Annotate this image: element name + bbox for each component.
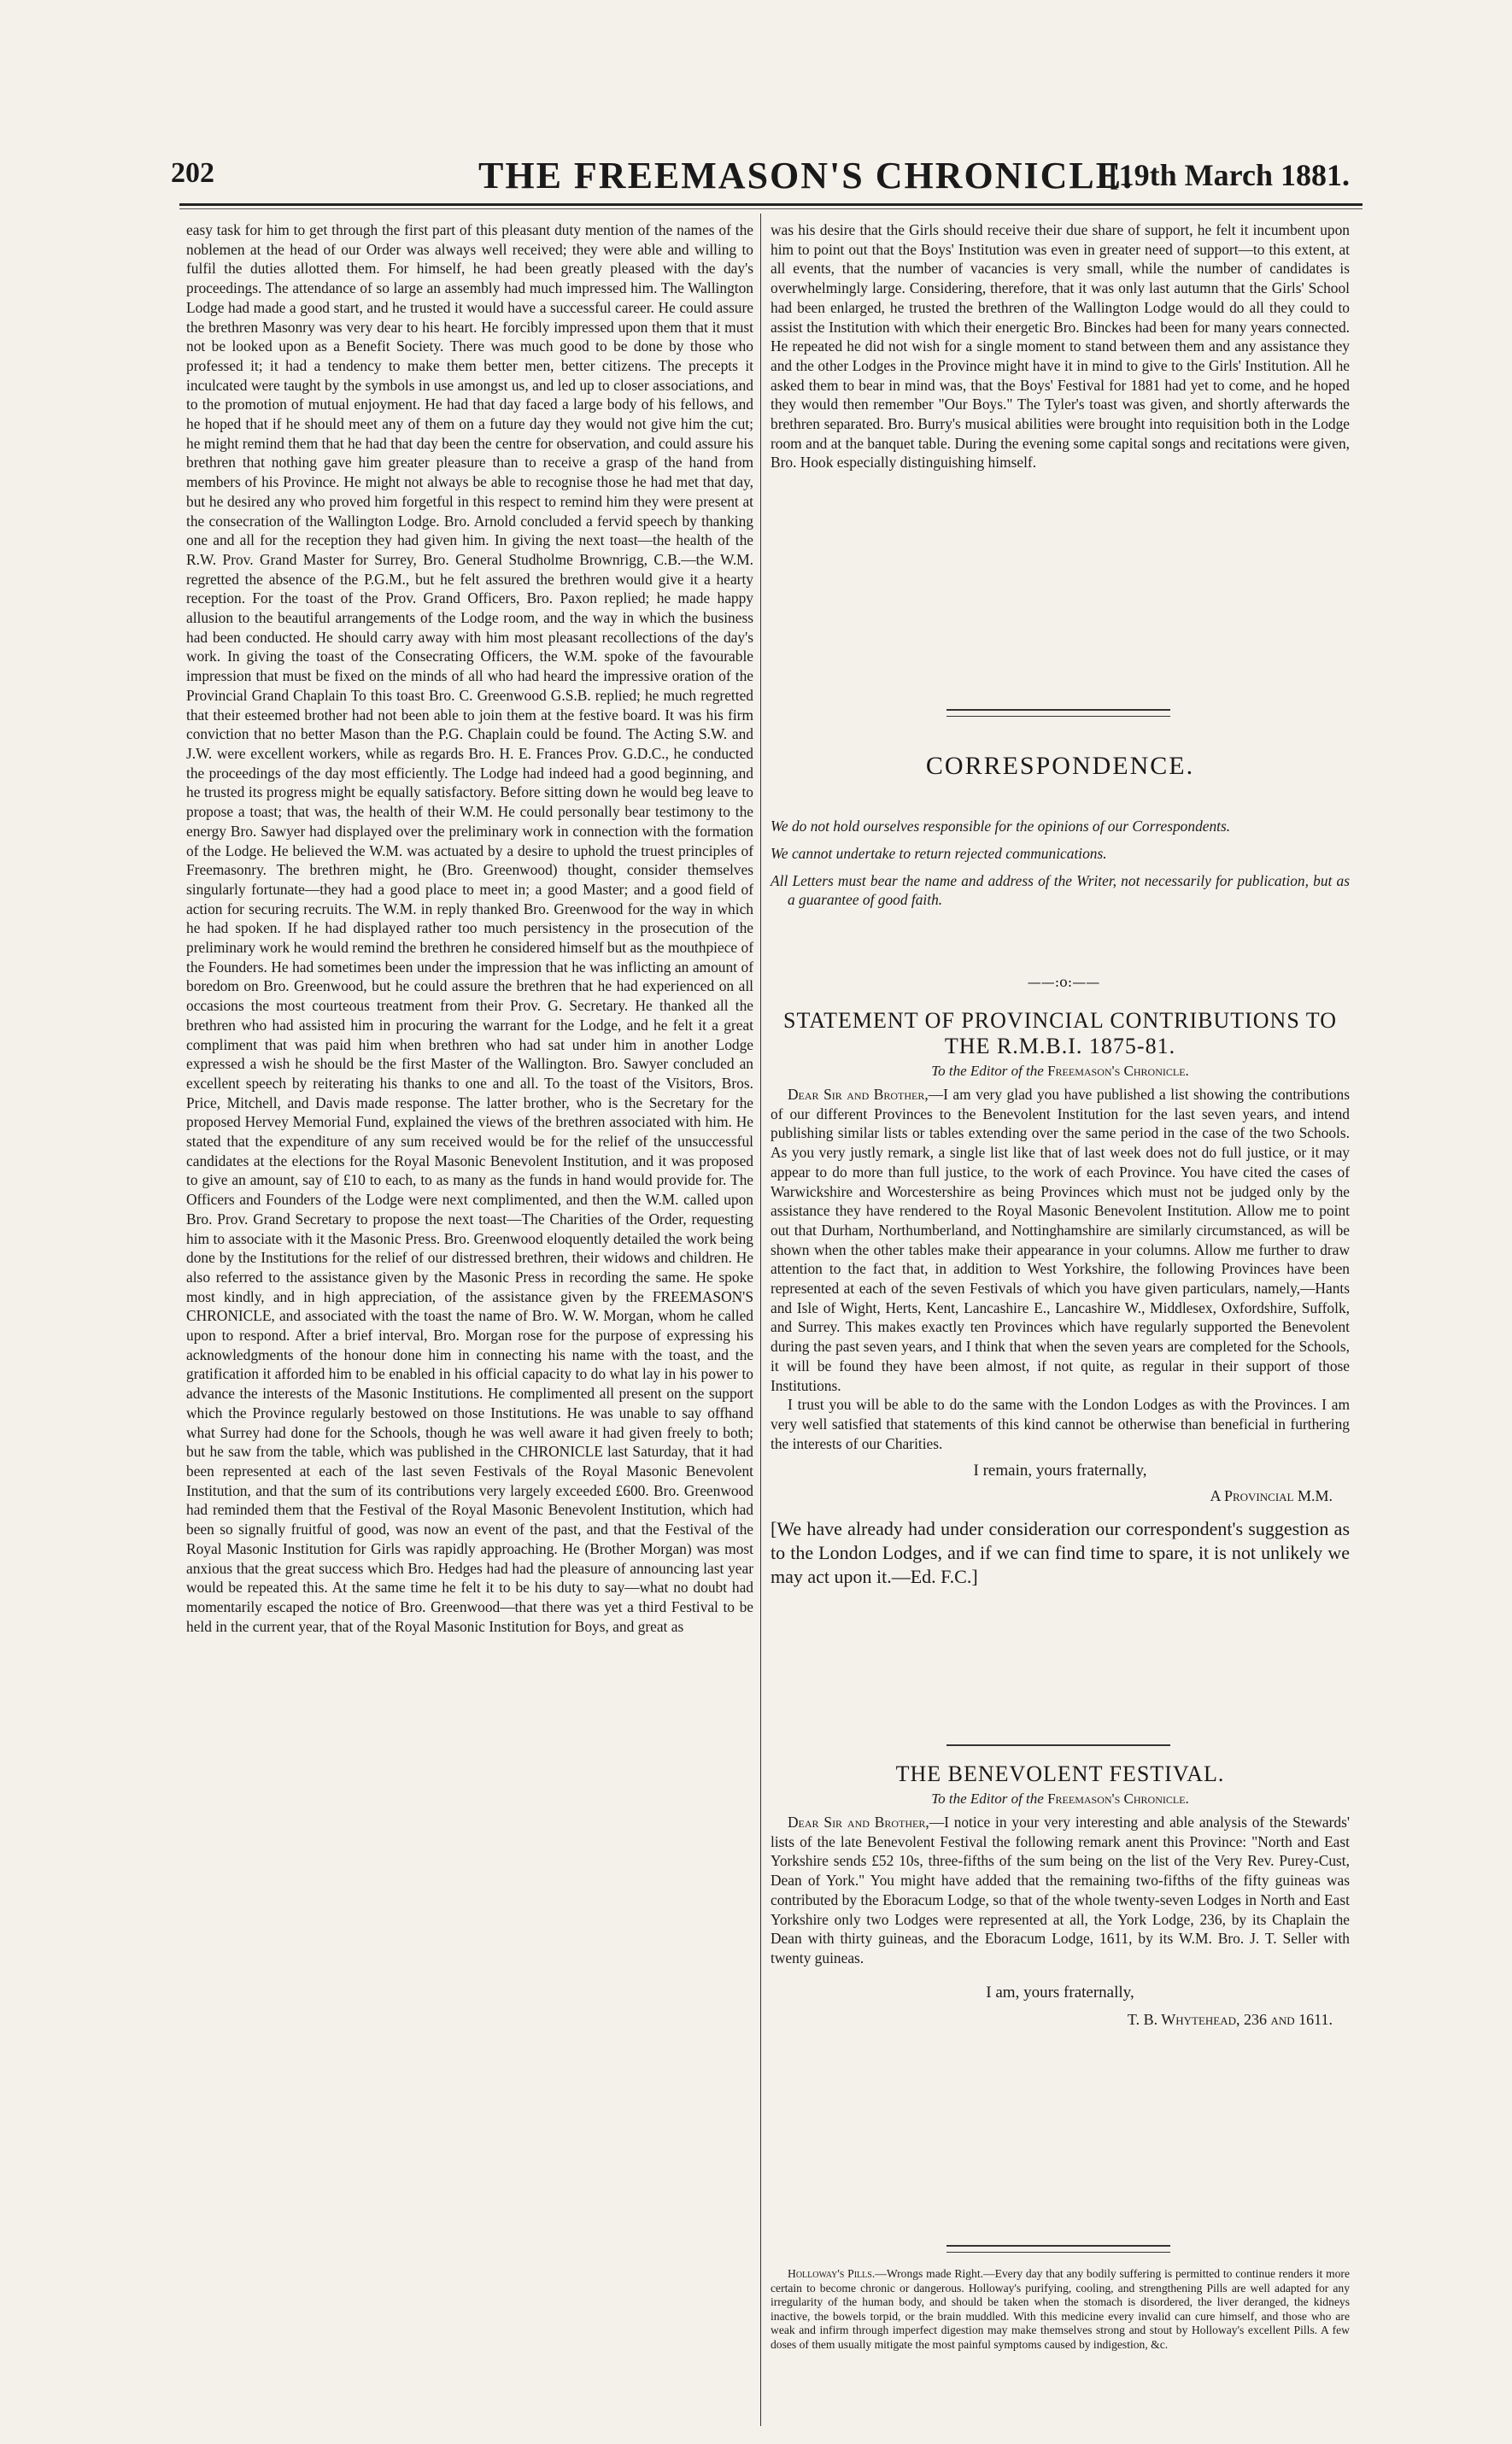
festival-signature: T. B. Whytehead, 236 and 1611. (1127, 2010, 1333, 2028)
statement-letter (771, 1008, 1350, 1589)
masthead (171, 154, 1350, 202)
correspondence-heading: CORRESPONDENCE. (925, 752, 1195, 780)
lodge-report-text: easy task for him to get through the first part of this pleasant duty mention of the names of the noblemen at the head of our Order was always well received; they were able and willing to fulfil the duties allotted them. For himself, he had been greatly pleased with the day's proceedings. The attendance of so large an assembly had much impressed him. The Wallington Lodge had made a good start, and he trusted it would have a successful career. He could assure the brethren Masonry was very dear to his heart. He forcibly impressed upon them that it must not be looked upon as a Benefit Society. There was much good to be done by those who professed it; it had a tendency to make them better men, better citizens. The precepts it inculcated were taught by the symbols in use amongst us, and led up to closer associations, and to the promotion of mutual enjoyment. He had that day faced a large body of his fellows, and he hoped that if he should meet any of them on a future day they would not give him the cut; he might remind them that he had that day been the centre for observation, and could assure his brethren that nothing gave him greater pleasure than to receive a grasp of the hand from members of his Province. He might not always be able to recognise those he had met that day, but he desired any who proved him forgetful in this respect to remind him they were present at the consecration of the Wallington Lodge. Bro. Arnold concluded a fervid speech by thanking one and all for the reception they had given him. In giving the next toast—the health of the R.W. Prov. Grand Master for Surrey, Bro. General Studholme Brownrigg, C.B.—the W.M. regretted the absence of the P.G.M., but he felt assured the brethren would give it a hearty reception. For the toast of the Prov. Grand Officers, Bro. Paxon replied; he made happy allusion to the beautiful arrangements of the Lodge room, and the way in which the business had been conducted. He should carry away with him most pleasant recollections of the day's work. In giving the toast of the Consecrating Officers, the W.M. spoke of the favourable impression that must be fixed on the minds of all who had heard the impressive oration of the Provincial Grand Chaplain To this toast Bro. C. Greenwood G.S.B. replied; he much regretted that their esteemed brother had not been able to join them at the festive board. It was his firm conviction that no better Mason than the P.G. Chaplain could be found. The Acting S.W. and J.W. were excellent workers, while as regards Bro. H. E. Frances Prov. G.D.C., he conducted the proceedings of the day most efficiently. The Lodge had indeed had a good beginning, and he trusted its progress might be equally satisfactory. Before sitting down he would beg leave to propose a toast; that was, the health of their W.M. He could personally bear testimony to the energy Bro. Sawyer had displayed over the preliminary work in connection with the formation of the Lodge. He believed the W.M. was actuated by a desire to uphold the truest principles of Freemasonry. The brethren might, he (Bro. Greenwood) thought, consider themselves singularly fortunate—they had a good place to meet in; a good Master; and a good field of action for securing recruits. The W.M. in reply thanked Bro. Greenwood for the way in which he had spoken. If he had displayed rather too much persistency in the prosecution of the preliminary work he would remind the brethren he considered himself but as the mouthpiece of the Founders. He had sometimes been under the impression that he was inflicting an amount of boredom on Bro. Greenwood, but he could assure the brethren that he had experienced on all occasions the most courteous treatment from their Prov. G. Secretary. He thanked all the brethren who had assisted him in procuring the warrant for the Lodge, and he felt it a great compliment that was paid him when brethren who had sat under him in another Lodge expressed a wish he should be the first Master of the Wallington. Bro. Sawyer concluded an excellent speech by reiterating his thanks to one and all. To the toast of the Visitors, Bros. Price, Mitchell, and Davis made response. The latter brother, who is the Secretary for the proposed Hervey Memorial Fund, explained the views of the brethren associated with him. He stated that the expenditure of any sum received would be for the relief of the unsuccessful candidates at the elections for the Royal Masonic Benevolent Institution, and it was proposed to give an amount, say of £10 to each, to as many as the funds in hand would provide for. The Officers and Founders of the Lodge were next complimented, and then the W.M. called upon Bro. Prov. Grand Secretary to propose the next toast—The Charities of the Order, requesting him to associate with it the Masonic Press. Bro. Greenwood eloquently detailed the work being done by the Institutions for the relief of our distressed brethren, their widows and children. He also referred to the assistance given by the Masonic Press in recording the same. He spoke most kindly, and in high appreciation, of the assistance given by the FREEMASON'S CHRONICLE, and associated with the toast the name of Bro. W. W. Morgan, whom he called upon to respond. After a brief interval, Bro. Morgan rose for the purpose of expressing his acknowledgments of the honour done him in connecting his name with the toast, and the gratification it afforded him to be enabled in his official capacity to do what lay in his power to advance the interests of the Masonic Institutions. He complimented all present on the support which the Province regularly bestowed on those Institutions. He was unable to say offhand what Surrey had done for the Schools, though he was well aware it had given freely to both; but he saw from the table, which was published in the CHRONICLE last Saturday, that it had been represented at each of the last seven Festivals of the Royal Masonic Benevolent Institution, and that the sum of its contributions very largely exceeded £600. Bro. Greenwood had reminded them that the Festival of the Royal Masonic Benevolent Institution, which had been so signally fruitful of good, was now an event of the past, and that the Festival of the Royal Masonic Institution for Girls was rapidly approaching. He (Brother Morgan) was most anxious that the great success which Bro. Hedges had had the pleasure of announcing last year would be repeated this. At the same time he felt it to be his duty to say—what no doubt had momentarily escaped the notice of Bro. Greenwood—that there was yet a third Festival to be held in the current year, that of the Royal Masonic Institution for Boys, and great as (186, 221, 753, 1635)
holloway-advertisement (771, 2267, 1350, 2352)
festival-closing: I am, yours fraternally, (986, 1983, 1134, 2002)
statement-addressee: To the Editor of the Freemason's Chronicle. (931, 1063, 1189, 1079)
continuation-text: was his desire that the Girls should receive their due share of support, he felt it incumbent upon him to point out that the Boys' Institution was even in greater need of support—to this extent, at all events, that the number of vacancies is very small, while the number of candidates is overwhelmingly large. Considering, therefore, that it was only last autumn that the Girls' School had been enlarged, he trusted the brethren of the Wallington Lodge would do all they could to assist the Institution with which their energetic Bro. Binckes had been for many years connected. He repeated he did not wish for a single moment to stand between them and any assistance they and the other Lodges in the Province might have it in mind to give to the Girls' Institution. All he asked them to bear in mind was, that the Boys' Festival for 1881 had yet to come, and he hoped they would then remember "Our Boys." The Tyler's toast was given, and shortly afterwards the brethren separated. Bro. Burry's musical abilities were brought into requisition both in the Lodge room and at the banquet table. During the evening some capital songs and recitations were given, Bro. Hook especially distinguishing himself. (771, 221, 1350, 472)
festival-letter (771, 1761, 1350, 2029)
statement-signature: A Provincial M.M. (1210, 1487, 1333, 1505)
festival-addressee: To the Editor of the Freemason's Chronicle. (931, 1791, 1189, 1807)
editor-note: [We have already had under consideration our correspondent's suggestion as to the London Lodges, and if we can find time to spare, it is not unlikely we may act upon it.—Ed. F.C.] (771, 1518, 1350, 1588)
correspondence-section (771, 752, 1350, 917)
issue-date: [19th March 1881. (1108, 158, 1350, 192)
statement-body-2: I trust you will be able to do the same with the London Lodges as with the Provinces. I am very well satisfied that statements of this kind cannot be otherwise than beneficial in furthering the interests of our Charities. (771, 1396, 1350, 1452)
correspondence-notice-3: All Letters must bear the name and address of the Writer, not necessarily for publication, but as a guarantee of good faith. (771, 872, 1350, 908)
section-rule (946, 709, 1170, 717)
correspondence-notice-1: We do not hold ourselves responsible for the opinions of our Correspondents. (771, 818, 1231, 835)
festival-body: Dear Sir and Brother,—I notice in your very interesting and able analysis of the Stewards' lists of the late Benevolent Festival the following remark anent this Province: "North and East Yorkshire sends £52 10s, three-fifths of the sum being on the list of the Very Rev. Purey-Cust, Dean of York." You might have added that the remaining two-fifths of the fifty guineas was contributed by the Eboracum Lodge, so that of the whole twenty-seven Lodges in North and East Yorkshire only two Lodges were represented at all, the York Lodge, 236, by its Chaplain the Dean with thirty guineas, and the Eboracum Lodge, 1611, by its W.M. Bro. J. T. Seller with twenty guineas. (771, 1814, 1350, 1966)
paper-title: THE FREEMASON'S CHRONICLE. (478, 155, 1134, 196)
statement-closing: I remain, yours fraternally, (973, 1462, 1147, 1480)
column-divider (760, 214, 761, 2426)
section-rule-3 (946, 2245, 1170, 2253)
page-number: 202 (171, 157, 214, 189)
statement-body-1: Dear Sir and Brother,—I am very glad you have published a list showing the contributions of our different Provinces to the Benevolent Institution for the last seven years, and intend publishing similar lists or tables extending over the same period in the case of the two Schools. As you very justly remark, a single list like that of last week does not do full justice, or it may appear to do more than full justice, to the work of each Province. You have cited the cases of Warwickshire and Worcestershire as being Provinces which must not be judged only by the assistance they have rendered to the Royal Masonic Benevolent Institution. Allow me to point out that Durham, Northumberland, and Nottinghamshire are similarly circumstanced, as will be shown when the other tables make their appearance in your columns. Allow me further to draw attention to the fact that, in addition to West Yorkshire, the following Provinces have been represented at each of the seven Festivals of which you have given particulars, namely,—Hants and Isle of Wight, Herts, Kent, Lancashire E., Lancashire W., Middlesex, Oxfordshire, Suffolk, and Surrey. This makes exactly ten Provinces which have regularly supported the Benevolent during the past seven years, and I think that when the seven years are completed for the Schools, it will be found they have been almost, if not quite, as regular in their support of those Institutions. (771, 1086, 1350, 1394)
ornament-divider: ——:o:—— (1027, 974, 1100, 990)
left-column (186, 220, 753, 1636)
masthead-rule (179, 203, 1363, 206)
statement-heading: STATEMENT OF PROVINCIAL CONTRIBUTIONS TO THE R.M.B.I. 1875-81. (783, 1008, 1337, 1058)
section-rule-2 (946, 1744, 1170, 1746)
masthead-rule-thin (179, 208, 1363, 209)
report-continuation (771, 220, 1350, 472)
advertisement-text: Holloway's Pills.—Wrongs made Right.—Every day that any bodily suffering is permitted to continue renders it more certain to become chronic or dangerous. Holloway's purifying, cooling, and strengthening Pills are well adapted for any irregularity of the human body, and should be taken when the stomach is disordered, the liver deranged, the kidneys inactive, the bowels torpid, or the brain muddled. With this medicine every invalid can cure himself, and those who are weak and infirm through imperfect digestion may make themselves strong and stout by Holloway's excellent Pills. A few doses of them usually mitigate the most painful symptoms caused by indigestion, &c. (771, 2267, 1350, 2351)
festival-heading: THE BENEVOLENT FESTIVAL. (895, 1761, 1225, 1786)
correspondence-notice-2: We cannot undertake to return rejected communications. (771, 845, 1107, 862)
